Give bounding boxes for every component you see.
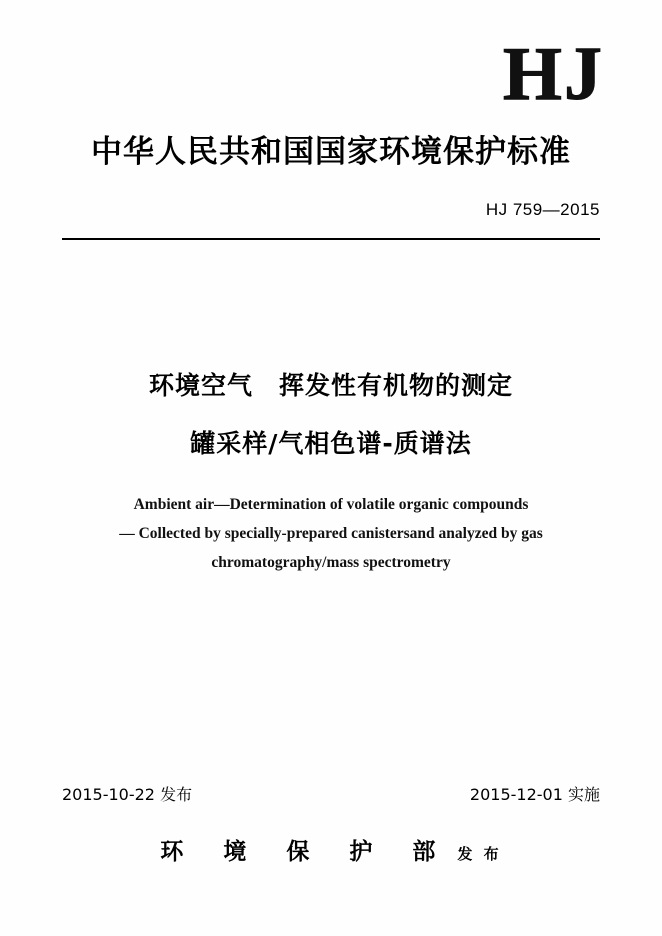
header-divider: [62, 238, 600, 240]
title-english-line-2: — Collected by specially-prepared canistersand analyzed by gas: [119, 525, 543, 542]
standard-number: HJ 759—2015: [485, 200, 600, 219]
national-standard-title: 中华人民共和国国家环境保护标准: [91, 134, 571, 170]
title-english: [0, 490, 662, 577]
issuer-line: [0, 833, 662, 866]
title-english-line-1: Ambient air—Determination of volatile organic compounds: [133, 496, 529, 513]
issuer-publish: 发 布: [457, 845, 502, 863]
title-block: [0, 366, 662, 577]
hj-emblem: [502, 32, 604, 116]
issue-date: 2015-10-22 发布: [62, 785, 193, 804]
effective-date: 2015-12-01 实施: [469, 785, 600, 804]
title-chinese-line-1: 环境空气 挥发性有机物的测定: [148, 371, 513, 400]
date-row: [62, 782, 600, 805]
hj-emblem-text: HJ: [502, 32, 604, 116]
issuer-ministry: 环 境 保 护 部: [160, 839, 452, 865]
title-english-line-3: chromatography/mass spectrometry: [211, 554, 451, 571]
title-chinese-line-2: 罐采样/气相色谱-质谱法: [190, 429, 472, 458]
